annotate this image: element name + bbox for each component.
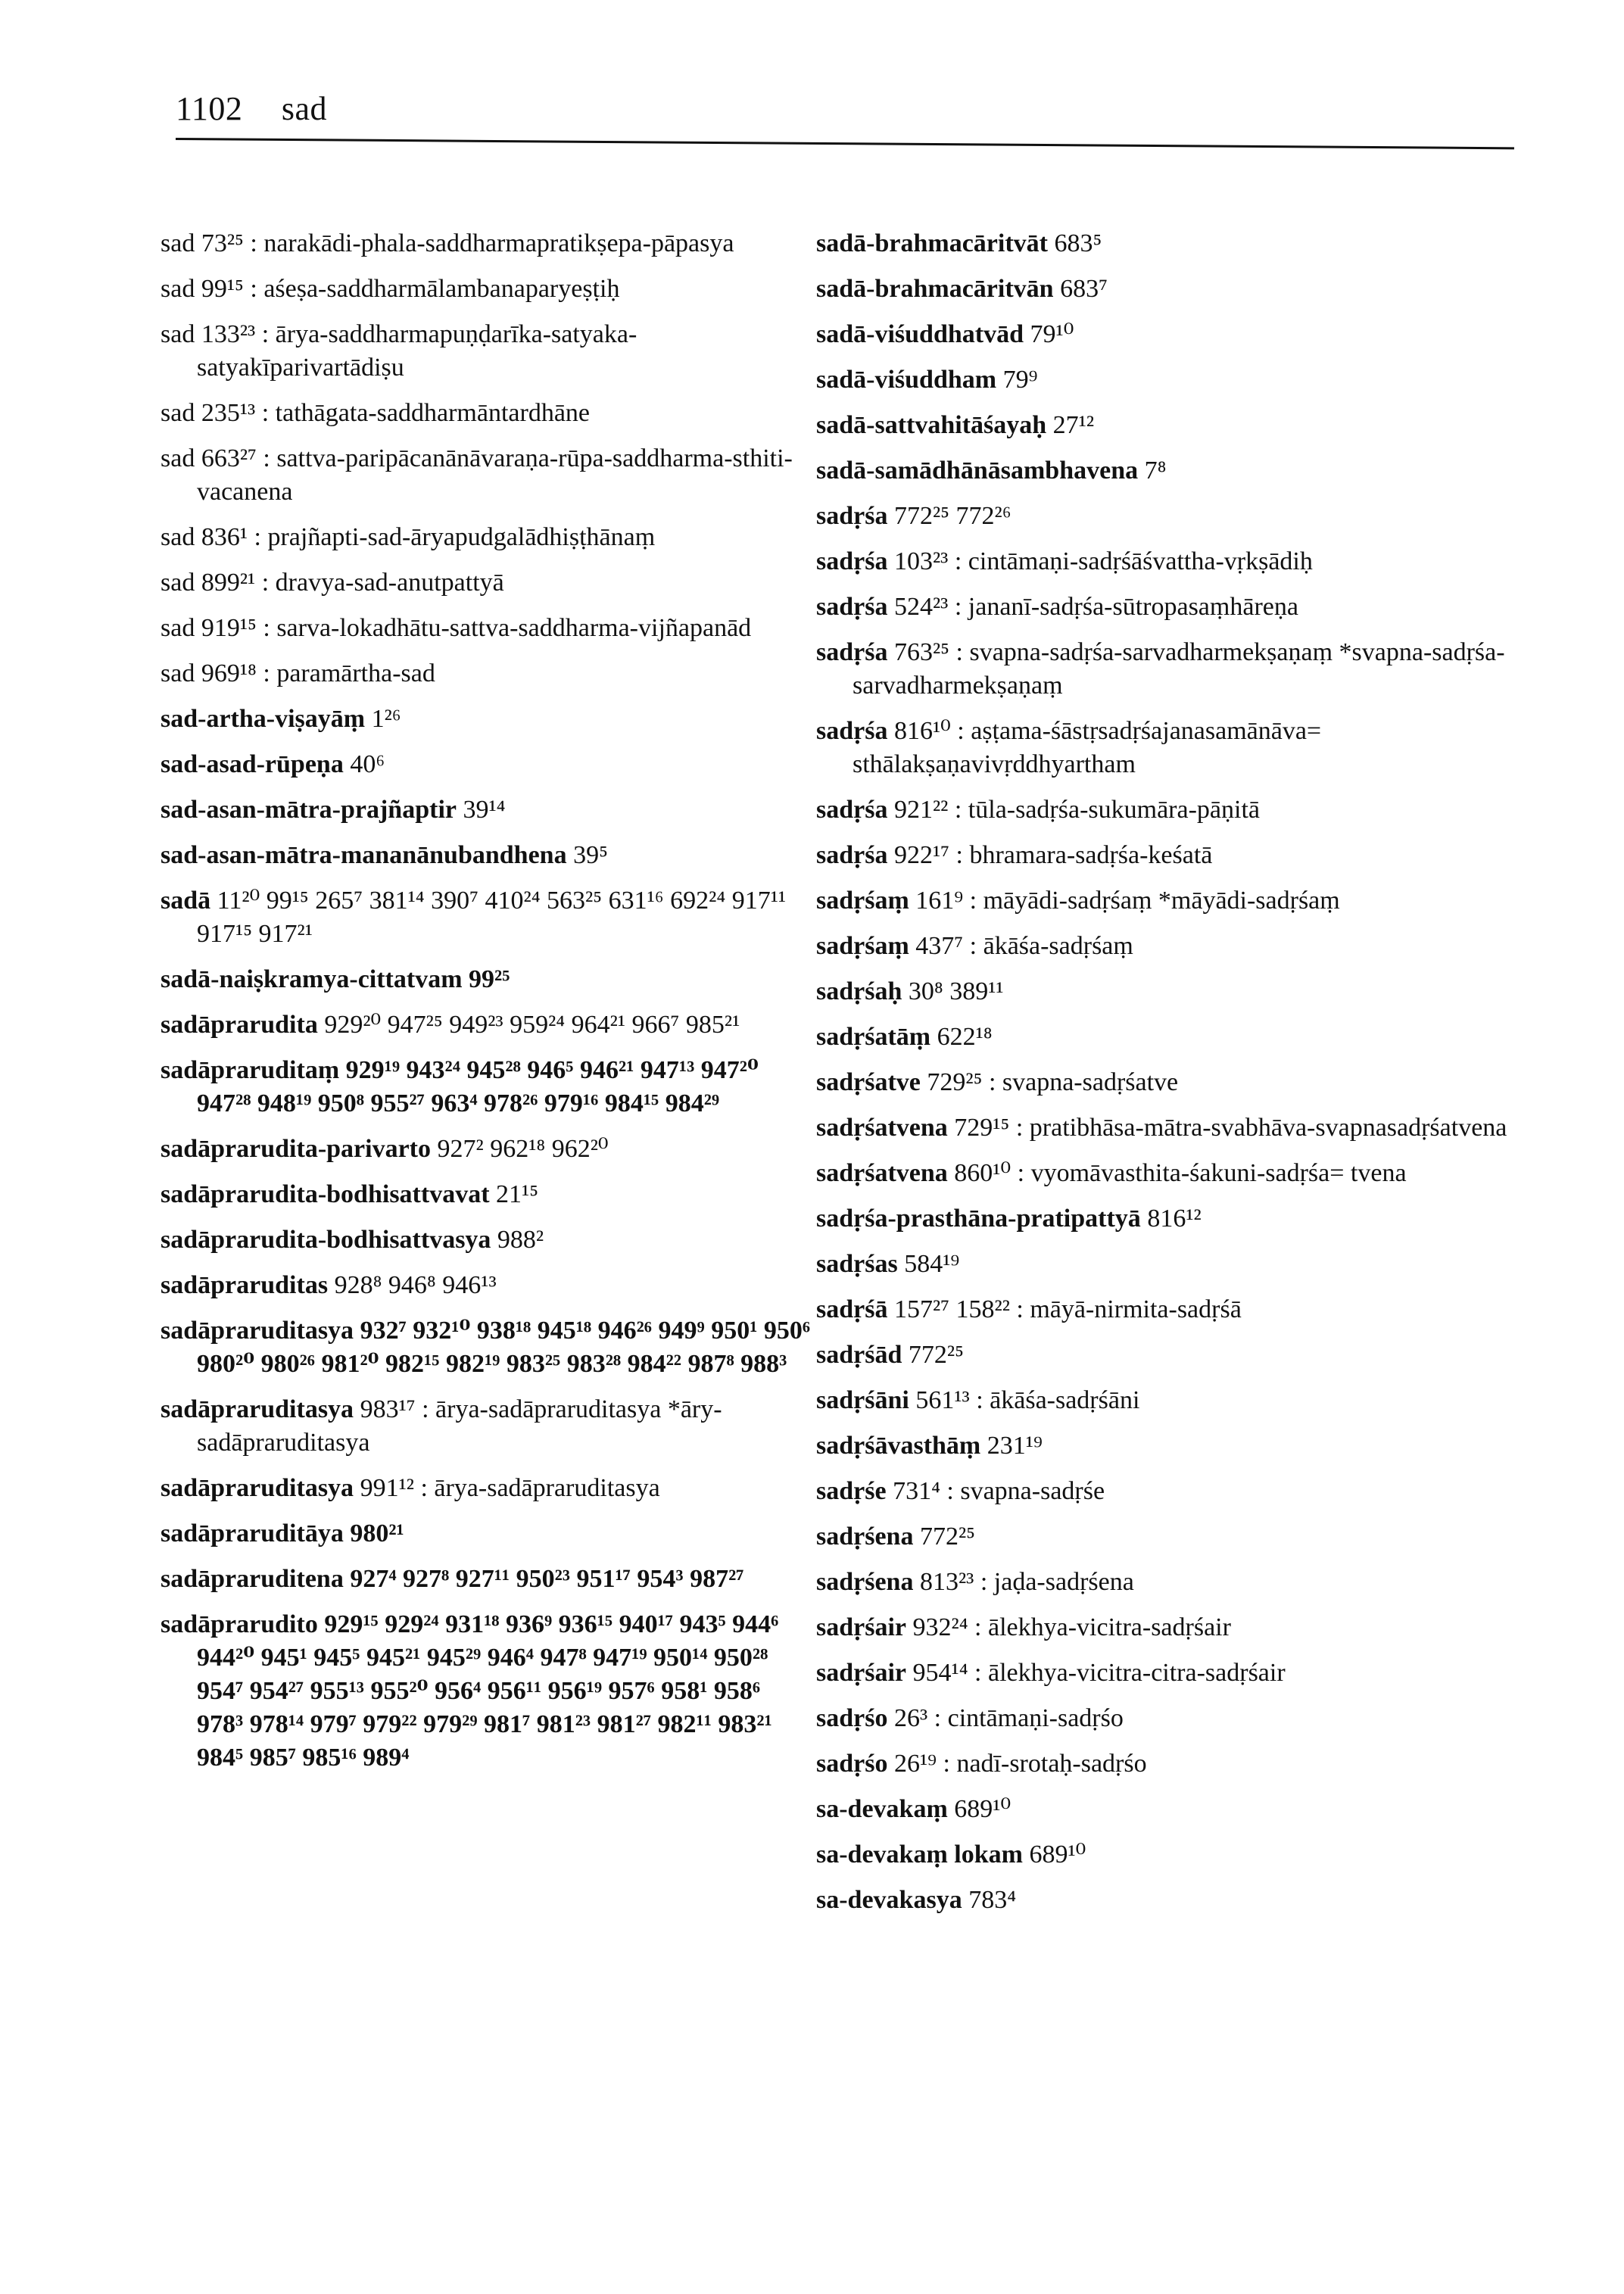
entry-headword: sadā-brahmacāritvāt xyxy=(816,229,1048,257)
entry-headword: sadṛśa xyxy=(816,547,888,575)
entry-references: 729²⁵ : svapna-sadṛśatve xyxy=(927,1068,1179,1096)
index-entry xyxy=(816,1111,1513,1145)
entry-references: 79¹⁰ xyxy=(1030,320,1074,348)
entry-headword: sadā-naiṣkramya-cittatvam xyxy=(161,965,463,993)
entry-references: 983¹⁷ : ārya-sadāpraruditasya *āry-sadāpraruditasya xyxy=(197,1395,722,1457)
index-entry xyxy=(816,1475,1513,1508)
index-entry xyxy=(816,1202,1513,1236)
index-entry xyxy=(816,1884,1513,1917)
entry-headword: sad xyxy=(161,399,195,427)
entry-headword: sad-artha-viṣayāṃ xyxy=(161,705,366,733)
entry-headword: sadṛśa xyxy=(816,638,888,666)
entry-references: 437⁷ : ākāśa-sadṛśaṃ xyxy=(915,932,1133,960)
entry-references: 813²³ : jaḍa-sadṛśena xyxy=(919,1568,1134,1596)
entry-references: 683⁵ xyxy=(1054,229,1102,257)
index-entry xyxy=(816,363,1513,397)
entry-references: 783⁴ xyxy=(968,1886,1017,1914)
index-entry xyxy=(161,612,812,645)
index-entry xyxy=(161,1563,812,1596)
running-word: sad xyxy=(281,90,328,127)
index-entry xyxy=(161,1223,812,1257)
entry-headword: sadṛśena xyxy=(816,1568,914,1596)
index-entry xyxy=(816,1520,1513,1554)
index-entry xyxy=(161,1608,812,1775)
index-entry xyxy=(161,442,812,509)
entry-headword: sadṛśa-prasthāna-pratipattyā xyxy=(816,1205,1141,1233)
entry-headword: sad xyxy=(161,569,195,597)
index-entry xyxy=(816,1793,1513,1826)
entry-references: 161⁹ : māyādi-sadṛśaṃ *māyādi-sadṛśaṃ xyxy=(915,887,1340,915)
index-entry xyxy=(161,1133,812,1166)
index-entry xyxy=(816,1429,1513,1463)
entry-headword: sadṛśe xyxy=(816,1477,887,1505)
entry-references: 991¹² : ārya-sadāpraruditasya xyxy=(360,1474,660,1502)
entry-headword: sadṛśatvena xyxy=(816,1114,948,1142)
entry-references: 932⁷ 932¹⁰ 938¹⁸ 945¹⁸ 946²⁶ 949⁹ 950¹ 950⁶ 980²⁰ 980²⁶ 981²⁰ 982¹⁵ 982¹⁹ 983²⁵ 983²⁸ 984²² 987⁸ 988³ xyxy=(197,1317,811,1378)
index-entry xyxy=(161,1008,812,1042)
entry-headword: sadāprarudito xyxy=(161,1610,318,1638)
entry-headword: sadā xyxy=(161,887,211,915)
entry-references: 26¹⁹ : nadī-srotaḥ-sadṛśo xyxy=(893,1750,1147,1778)
index-entry xyxy=(816,1611,1513,1644)
index-entry xyxy=(816,591,1513,624)
entry-headword: sadṛśa xyxy=(816,717,888,745)
entry-references: 26³ : cintāmaṇi-sadṛśo xyxy=(893,1704,1124,1732)
entry-headword: sad-asan-mātra-mananānubandhena xyxy=(161,841,567,869)
entry-headword: sadāpraruditas xyxy=(161,1271,329,1299)
index-entry xyxy=(161,1314,812,1381)
entry-references: 899²¹ : dravya-sad-anutpattyā xyxy=(201,569,504,597)
index-entry xyxy=(161,884,812,951)
right-column xyxy=(816,227,1513,1929)
entry-headword: sad xyxy=(161,275,195,303)
entry-references: 927² 962¹⁸ 962²⁰ xyxy=(437,1135,609,1163)
entry-references: 157²⁷ 158²² : māyā-nirmita-sadṛśā xyxy=(893,1295,1242,1323)
entry-references: 922¹⁷ : bhramara-sadṛśa-keśatā xyxy=(893,841,1213,869)
entry-headword: sadṛśo xyxy=(816,1750,888,1778)
page-number: 1102 xyxy=(176,90,243,127)
entry-headword: sadāprarudita-bodhisattvavat xyxy=(161,1180,490,1208)
index-entry xyxy=(161,1393,812,1460)
entry-headword: sadṛśas xyxy=(816,1250,898,1278)
index-entry xyxy=(816,1157,1513,1190)
entry-references: 1²⁶ xyxy=(371,705,401,733)
index-entry xyxy=(161,657,812,690)
entry-headword: sadṛśa xyxy=(816,502,888,530)
entry-headword: sadṛśo xyxy=(816,1704,888,1732)
index-entry xyxy=(161,703,812,736)
running-head xyxy=(176,89,327,129)
index-entry xyxy=(816,545,1513,578)
index-entry xyxy=(816,273,1513,306)
entry-references: 772²⁵ xyxy=(919,1523,976,1551)
entry-headword: sadāprarudita-parivarto xyxy=(161,1135,431,1163)
index-entry xyxy=(161,1178,812,1211)
entry-references: 689¹⁰ xyxy=(954,1795,1011,1823)
entry-headword: sad-asad-rūpeṇa xyxy=(161,750,344,778)
entry-headword: sa-devakaṃ xyxy=(816,1795,948,1823)
index-entry xyxy=(816,318,1513,351)
index-entry xyxy=(161,566,812,600)
index-entry xyxy=(161,1472,812,1505)
entry-headword: sadṛśair xyxy=(816,1659,906,1687)
entry-headword: sadṛśatāṃ xyxy=(816,1023,931,1051)
entry-references: 663²⁷ : sattva-paripācanānāvaraṇa-rūpa-saddharma-sthiti-vacanena xyxy=(197,444,793,506)
entry-references: 235¹³ : tathāgata-saddharmāntardhāne xyxy=(201,399,590,427)
index-entry xyxy=(816,793,1513,827)
index-entry xyxy=(161,793,812,827)
entry-references: 27¹² xyxy=(1052,411,1095,439)
entry-headword: sadāpraruditāya xyxy=(161,1519,344,1548)
entry-references: 919¹⁵ : sarva-lokadhātu-sattva-saddharma-vijñapanād xyxy=(201,614,752,642)
entry-headword: sadṛśāvasthāṃ xyxy=(816,1432,981,1460)
index-entry xyxy=(161,521,812,554)
index-entry xyxy=(816,884,1513,918)
entry-references: 584¹⁹ xyxy=(904,1250,960,1278)
index-entry xyxy=(816,1657,1513,1690)
index-entry xyxy=(816,409,1513,442)
entry-references: 921²² : tūla-sadṛśa-sukumāra-pāṇitā xyxy=(893,796,1260,824)
entry-headword: sad xyxy=(161,523,195,551)
entry-headword: sadāpraruditasya xyxy=(161,1317,354,1345)
entry-references: 231¹⁹ xyxy=(987,1432,1043,1460)
index-entry xyxy=(816,1702,1513,1735)
entry-references: 21¹⁵ xyxy=(496,1180,539,1208)
entry-headword: sadṛśena xyxy=(816,1523,914,1551)
index-entry xyxy=(161,1269,812,1302)
entry-headword: sadṛśatve xyxy=(816,1068,921,1096)
entry-headword: sadṛśaṃ xyxy=(816,887,909,915)
entry-references: 683⁷ xyxy=(1060,275,1108,303)
entry-references: 561¹³ : ākāśa-sadṛśāni xyxy=(915,1386,1140,1414)
index-entry xyxy=(816,1021,1513,1054)
entry-references: 622¹⁸ xyxy=(937,1023,993,1051)
entry-references: 729¹⁵ : pratibhāsa-mātra-svabhāva-svapnasadṛśatvena xyxy=(954,1114,1507,1142)
left-column xyxy=(161,227,812,1787)
entry-headword: sad xyxy=(161,444,195,472)
entry-headword: sadṛśaḥ xyxy=(816,977,902,1005)
entry-references: 39⁵ xyxy=(573,841,608,869)
index-entry xyxy=(816,1066,1513,1099)
entry-headword: sad xyxy=(161,320,195,348)
entry-references: 860¹⁰ : vyomāvasthita-śakuni-sadṛśa= tvena xyxy=(954,1159,1407,1187)
entry-headword: sadṛśaṃ xyxy=(816,932,909,960)
index-entry xyxy=(816,1248,1513,1281)
entry-headword: sadṛśa xyxy=(816,796,888,824)
entry-headword: sadāpraruditena xyxy=(161,1565,344,1593)
entry-references: 772²⁵ xyxy=(908,1341,964,1369)
entry-headword: sa-devakaṃ lokam xyxy=(816,1840,1023,1869)
index-entry xyxy=(161,839,812,872)
index-entry xyxy=(161,1517,812,1551)
entry-headword: sa-devakasya xyxy=(816,1886,962,1914)
index-entry xyxy=(161,1054,812,1121)
header-rule xyxy=(176,138,1514,149)
index-entry xyxy=(161,748,812,781)
index-entry xyxy=(816,500,1513,533)
entry-headword: sadṛśa xyxy=(816,841,888,869)
entry-references: 30⁸ 389¹¹ xyxy=(908,977,1004,1005)
entry-references: 103²³ : cintāmaṇi-sadṛśāśvattha-vṛkṣādiḥ xyxy=(893,547,1313,575)
entry-headword: sadā-viśuddham xyxy=(816,366,997,394)
entry-references: 7⁸ xyxy=(1144,457,1167,485)
entry-references: 932²⁴ : ālekhya-vicitra-sadṛśair xyxy=(912,1613,1231,1641)
index-entry xyxy=(816,1838,1513,1872)
entry-references: 11²⁰ 99¹⁵ 265⁷ 381¹⁴ 390⁷ 410²⁴ 563²⁵ 631¹⁶ 692²⁴ 917¹¹ 917¹⁵ 917²¹ xyxy=(197,887,787,948)
entry-references: 980²¹ xyxy=(350,1519,404,1548)
entry-headword: sadṛśā xyxy=(816,1295,888,1323)
entry-references: 731⁴ : svapna-sadṛśe xyxy=(893,1477,1105,1505)
entry-references: 79⁹ xyxy=(1002,366,1038,394)
index-entry xyxy=(816,839,1513,872)
index-entry xyxy=(161,318,812,385)
entry-headword: sadṛśāni xyxy=(816,1386,909,1414)
index-entry xyxy=(816,1293,1513,1326)
entry-headword: sadāpraruditaṃ xyxy=(161,1056,340,1084)
entry-headword: sadāprarudita-bodhisattvasya xyxy=(161,1226,491,1254)
entry-headword: sadṛśatvena xyxy=(816,1159,948,1187)
entry-references: 133²³ : ārya-saddharmapuṇḍarīka-satyaka-satyakīparivartādiṣu xyxy=(197,320,637,382)
entry-references: 40⁶ xyxy=(350,750,385,778)
entry-headword: sadā-brahmacāritvān xyxy=(816,275,1054,303)
entry-references: 763²⁵ : svapna-sadṛśa-sarvadharmekṣaṇaṃ *svapna-sadṛśa-sarvadharmekṣaṇaṃ xyxy=(853,638,1505,700)
index-entry xyxy=(816,1384,1513,1417)
entry-headword: sadā-sattvahitāśayaḥ xyxy=(816,411,1047,439)
entry-references: 524²³ : jananī-sadṛśa-sūtropasaṃhāreṇa xyxy=(893,593,1298,621)
index-entry xyxy=(816,1566,1513,1599)
entry-references: 816¹⁰ : aṣṭama-śāstṛsadṛśajanasamānāva= sthālakṣaṇavivṛddhyartham xyxy=(853,717,1322,778)
entry-references: 816¹² xyxy=(1147,1205,1202,1233)
index-entry xyxy=(816,636,1513,703)
index-entry xyxy=(816,1339,1513,1372)
entry-headword: sadāpraruditasya xyxy=(161,1474,354,1502)
entry-references: 954¹⁴ : ālekhya-vicitra-citra-sadṛśair xyxy=(912,1659,1286,1687)
entry-references: 969¹⁸ : paramārtha-sad xyxy=(201,659,435,687)
index-entry xyxy=(816,715,1513,781)
entry-references: 927⁴ 927⁸ 927¹¹ 950²³ 951¹⁷ 954³ 987²⁷ xyxy=(350,1565,744,1593)
entry-references: 99²⁵ xyxy=(469,965,510,993)
entry-references: 689¹⁰ xyxy=(1029,1840,1086,1869)
entry-references: 73²⁵ : narakādi-phala-saddharmapratikṣepa-pāpasya xyxy=(201,229,734,257)
index-entry xyxy=(816,1747,1513,1781)
entry-references: 836¹ : prajñapti-sad-āryapudgalādhiṣṭhānaṃ xyxy=(201,523,656,551)
entry-headword: sadāpraruditasya xyxy=(161,1395,354,1423)
entry-references: 99¹⁵ : aśeṣa-saddharmālambanaparyeṣṭiḥ xyxy=(201,275,620,303)
index-entry xyxy=(816,975,1513,1008)
entry-headword: sadṛśair xyxy=(816,1613,906,1641)
entry-headword: sadṛśa xyxy=(816,593,888,621)
index-entry xyxy=(816,454,1513,488)
entry-headword: sad xyxy=(161,614,195,642)
entry-references: 772²⁵ 772²⁶ xyxy=(893,502,1011,530)
index-entry xyxy=(161,227,812,260)
index-entry xyxy=(161,963,812,996)
entry-references: 929¹⁵ 929²⁴ 931¹⁸ 936⁹ 936¹⁵ 940¹⁷ 943⁵ 944⁶ 944²⁰ 945¹ 945⁵ 945²¹ 945²⁹ 946⁴ 947⁸ 947¹⁹ 950¹⁴ 950²⁸ 954⁷ 954²⁷ 955¹³ 955²⁰ 956⁴ 956¹¹ 956¹⁹ 957⁶ 958¹ 958⁶ 978³ 978¹⁴ 979⁷ 979²² 979²⁹ 981⁷ 981²³ 981²⁷ 982¹¹ 983²¹ 984⁵ 985⁷ 985¹⁶ 989⁴ xyxy=(197,1610,779,1772)
entry-references: 39¹⁴ xyxy=(463,796,506,824)
index-entry xyxy=(816,930,1513,963)
entry-headword: sad-asan-mātra-prajñaptir xyxy=(161,796,457,824)
entry-references: 928⁸ 946⁸ 946¹³ xyxy=(334,1271,497,1299)
entry-headword: sadā-viśuddhatvād xyxy=(816,320,1024,348)
entry-headword: sadā-samādhānāsambhavena xyxy=(816,457,1139,485)
index-entry xyxy=(816,227,1513,260)
entry-headword: sadāprarudita xyxy=(161,1011,318,1039)
index-entry xyxy=(161,273,812,306)
entry-headword: sad xyxy=(161,229,195,257)
index-entry xyxy=(161,397,812,430)
entry-headword: sad xyxy=(161,659,195,687)
entry-headword: sadṛśād xyxy=(816,1341,902,1369)
entry-references: 929²⁰ 947²⁵ 949²³ 959²⁴ 964²¹ 966⁷ 985²¹ xyxy=(324,1011,740,1039)
entry-references: 929¹⁹ 943²⁴ 945²⁸ 946⁵ 946²¹ 947¹³ 947²⁰ 947²⁸ 948¹⁹ 950⁸ 955²⁷ 963⁴ 978²⁶ 979¹⁶ 984¹⁵ 984²⁹ xyxy=(197,1056,759,1117)
entry-references: 988² xyxy=(497,1226,544,1254)
